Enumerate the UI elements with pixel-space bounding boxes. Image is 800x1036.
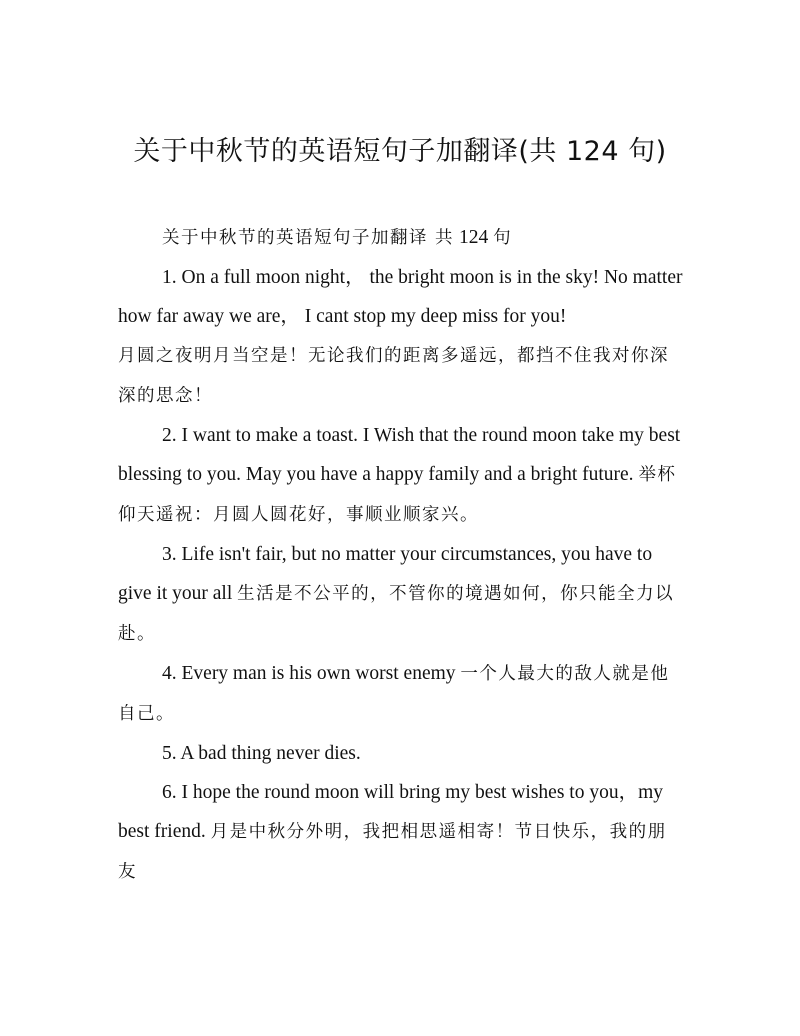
subtitle-count: 124 <box>454 227 494 248</box>
subtitle-line <box>118 218 684 258</box>
item-chinese: 举杯仰天遥祝：月圆人圆花好，事顺业顺家兴。 <box>118 465 677 525</box>
subtitle-text: 关于中秋节的英语短句子加翻译 共 <box>162 228 455 248</box>
item-chinese: 月是中秋分外明，我把相思遥相寄！节日快乐，我的朋友 <box>118 822 667 882</box>
document-body <box>118 218 684 892</box>
list-item <box>118 258 684 416</box>
list-item <box>118 654 684 734</box>
item-english: 1. On a full moon night， the bright moon is in the sky! No matter how far away we are， I cant stop my deep miss for you! <box>118 267 683 327</box>
item-english: 6. I hope the round moon will bring my best wishes to you，my best friend. <box>118 782 664 842</box>
list-item <box>118 535 684 654</box>
document-title: 关于中秋节的英语短句子加翻译(共 124 句) <box>133 136 667 167</box>
item-english: 5. A bad thing never dies. <box>162 743 361 764</box>
list-item <box>118 773 684 892</box>
item-chinese: 月圆之夜明月当空是！无论我们的距离多遥远，都挡不住我对你深深的思念！ <box>118 346 669 406</box>
item-english: 2. I want to make a toast. I Wish that the round moon take my best blessing to you. May you have a happy family and a bright future. <box>118 425 681 485</box>
list-item <box>118 734 684 773</box>
list-item <box>118 416 684 535</box>
item-chinese: 一个人最大的敌人就是他自己。 <box>118 664 670 724</box>
item-english: 3. Life isn't fair, but no matter your circumstances, you have to give it your all <box>118 544 653 604</box>
item-english: 4. Every man is his own worst enemy <box>162 663 461 684</box>
subtitle-suffix: 句 <box>493 228 513 248</box>
item-chinese: 生活是不公平的，不管你的境遇如何，你只能全力以赴。 <box>118 584 675 644</box>
